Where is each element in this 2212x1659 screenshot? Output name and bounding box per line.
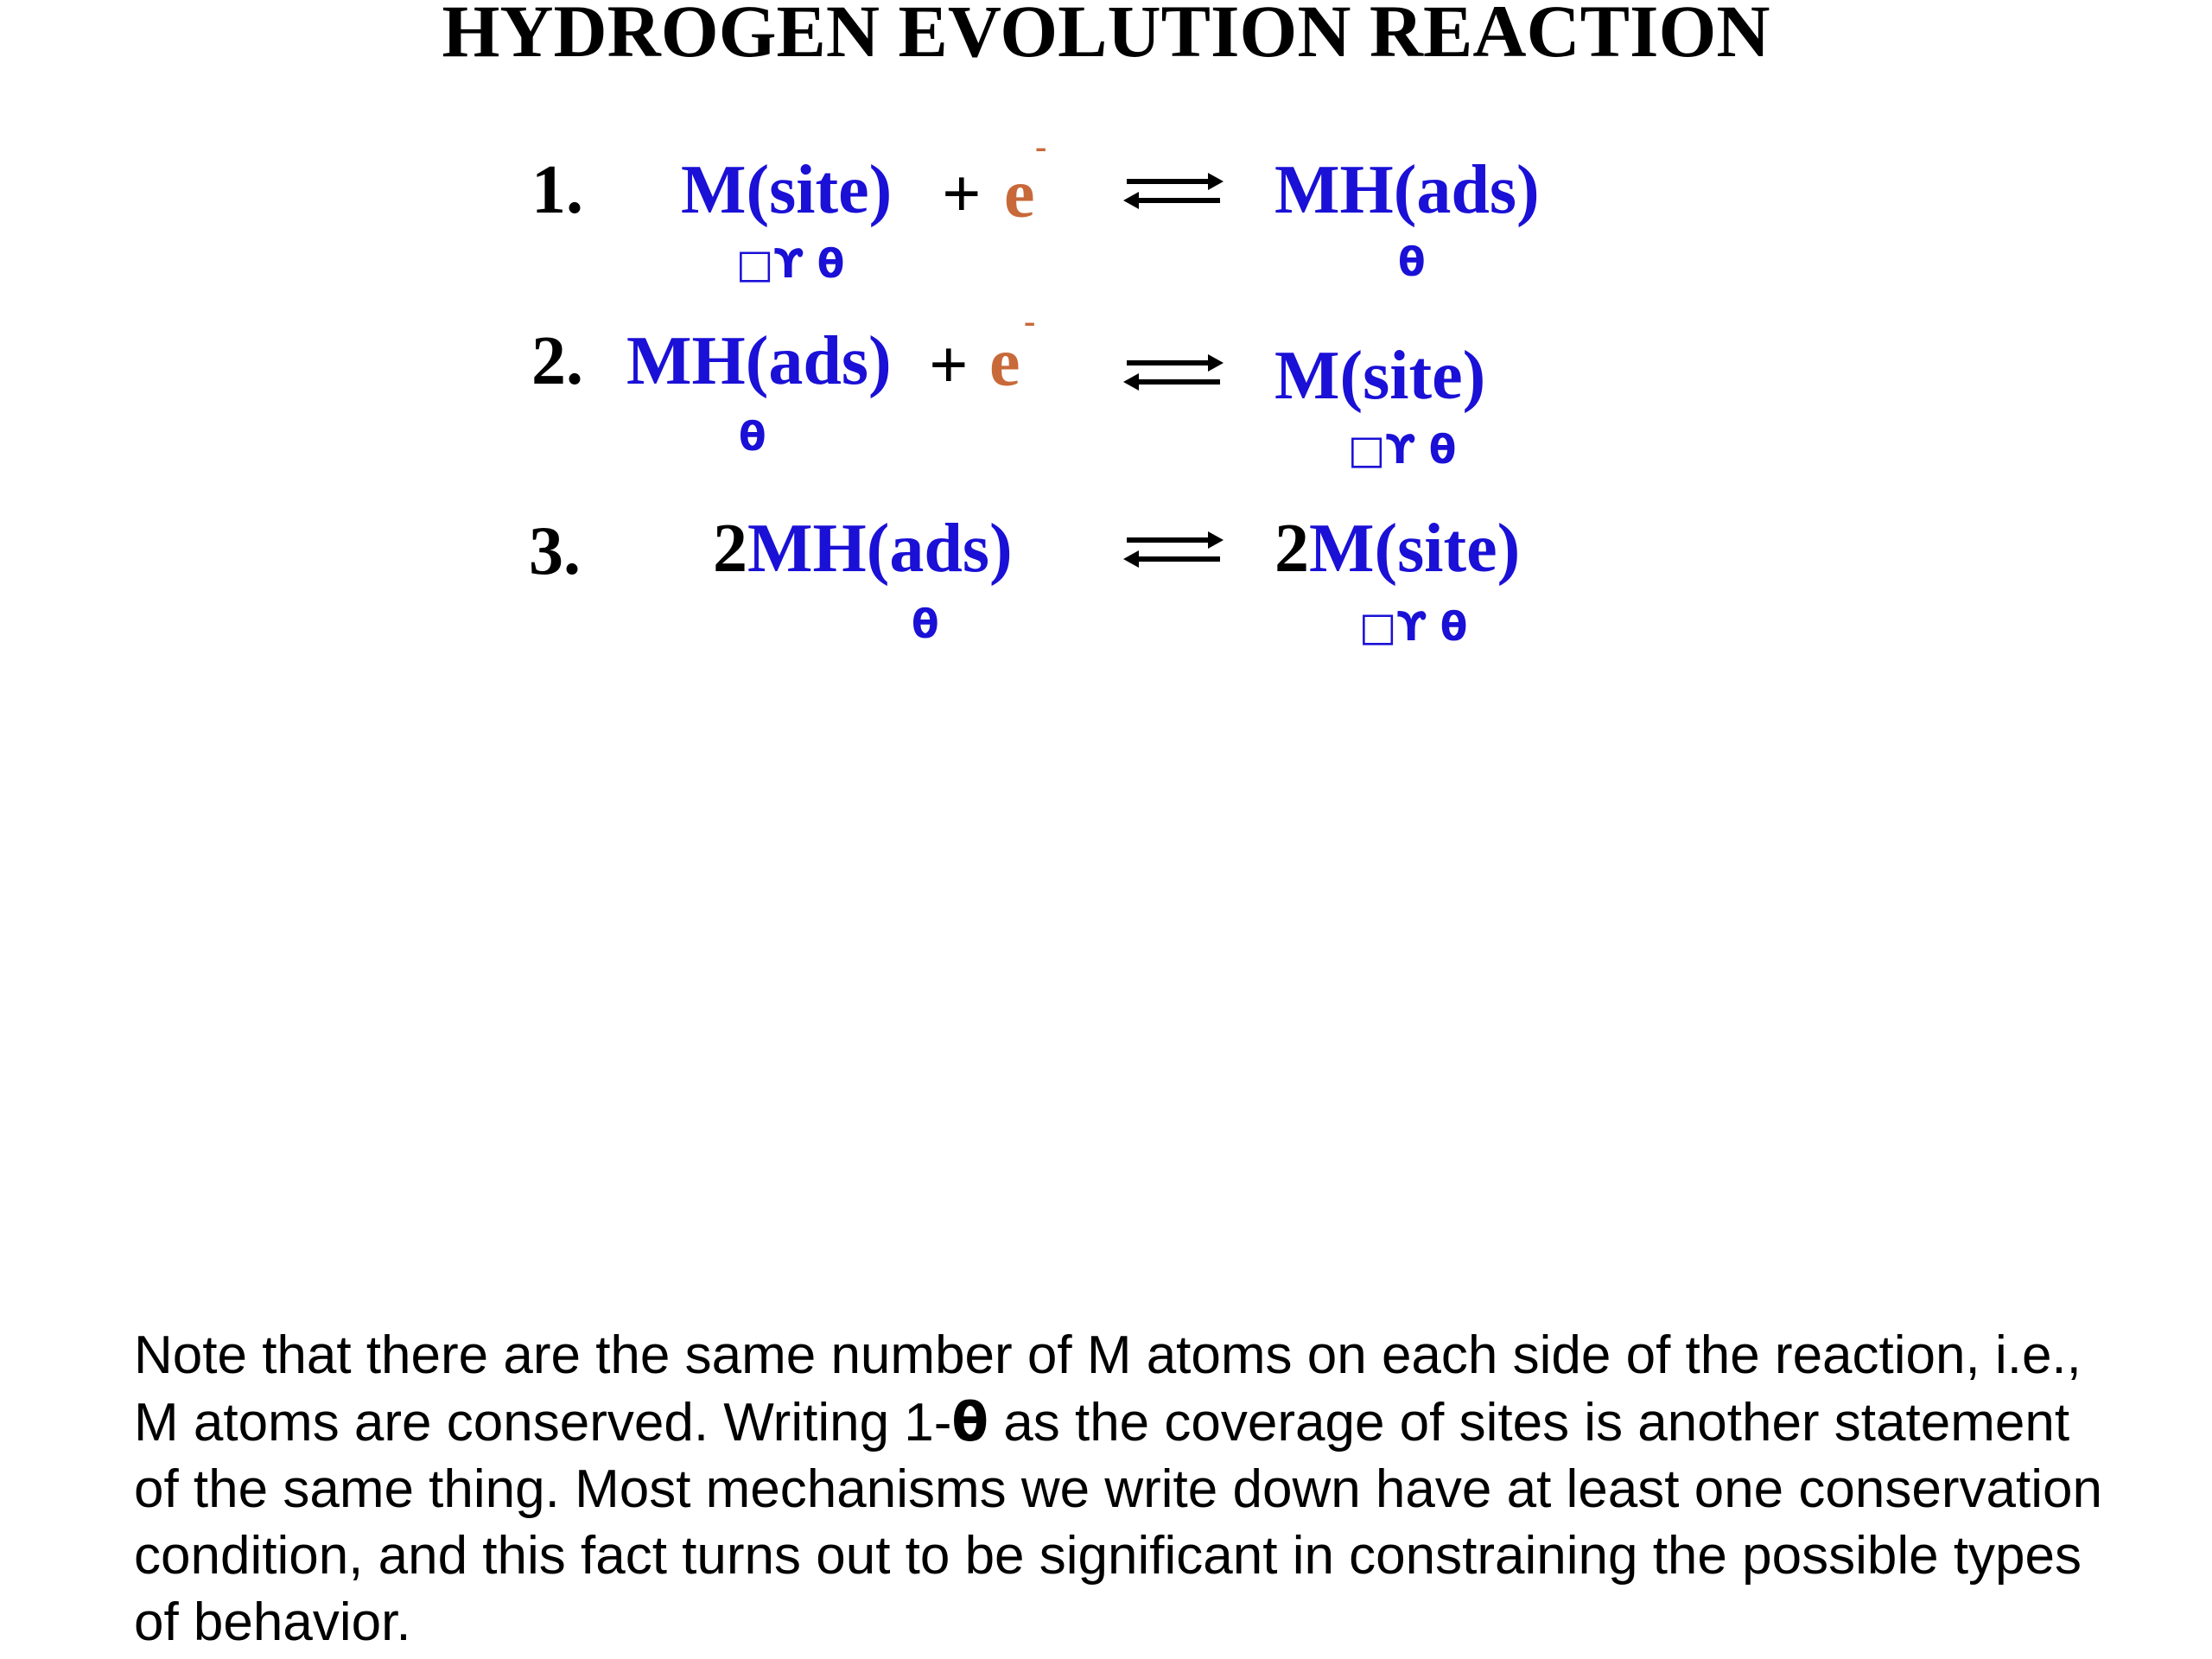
note-text-part-1: Note that there are the same number of M atoms on each side of the reaction, i.e., M atoms are conserved. Writing 1- bbox=[134, 1325, 2082, 1452]
reaction-3-left-under: θ bbox=[912, 601, 939, 647]
reaction-2-left-species: MH(ads) bbox=[626, 323, 892, 399]
reaction-1-left-under: □ϒ θ bbox=[736, 240, 845, 287]
reaction-1-right-species: MH(ads) bbox=[1274, 152, 1540, 228]
reaction-3-left-coefficient: 2 bbox=[713, 511, 747, 587]
reaction-3-number: 3. bbox=[529, 513, 581, 589]
reaction-2-right-under: □ϒ θ bbox=[1348, 426, 1457, 473]
reaction-2-right-species: M(site) bbox=[1274, 338, 1486, 414]
reaction-1-number: 1. bbox=[531, 152, 583, 228]
reaction-3-right-coefficient: 2 bbox=[1274, 511, 1309, 587]
reaction-1-electron: e bbox=[1004, 156, 1035, 232]
note-theta-symbol: θ bbox=[951, 1390, 989, 1453]
note-paragraph bbox=[134, 1322, 2121, 1656]
reaction-1-plus: + bbox=[942, 156, 982, 232]
reaction-2-left-under: θ bbox=[739, 413, 766, 460]
note-text-part-2: as the coverage of sites is another statement of the same thing. Most mechanisms we write down have at least one conservation condition, and this fact turns out to be significant in constraining the possible types of behavior. bbox=[134, 1393, 2102, 1652]
reaction-1-right-under: θ bbox=[1398, 238, 1426, 285]
reaction-2-electron-charge: - bbox=[1024, 302, 1036, 340]
reaction-1-equilibrium-arrow bbox=[1123, 168, 1224, 212]
reaction-3-right-under: □ϒ θ bbox=[1359, 603, 1468, 650]
reaction-2-number: 2. bbox=[531, 323, 583, 399]
reaction-1-left-species: M(site) bbox=[681, 152, 893, 228]
reaction-3-right bbox=[1274, 511, 1521, 587]
reaction-2-equilibrium-arrow bbox=[1123, 350, 1224, 393]
reaction-3-left-species: MH(ads) bbox=[747, 511, 1013, 587]
reaction-1-electron-charge: - bbox=[1035, 127, 1047, 166]
reaction-3-right-species: M(site) bbox=[1309, 511, 1521, 587]
reaction-2-plus: + bbox=[929, 327, 969, 404]
reaction-2-electron: e bbox=[989, 325, 1020, 401]
reaction-3-equilibrium-arrow bbox=[1123, 527, 1224, 570]
slide-title: HYDROGEN EVOLUTION REACTION bbox=[442, 0, 1770, 73]
reaction-3-left bbox=[713, 511, 1013, 587]
